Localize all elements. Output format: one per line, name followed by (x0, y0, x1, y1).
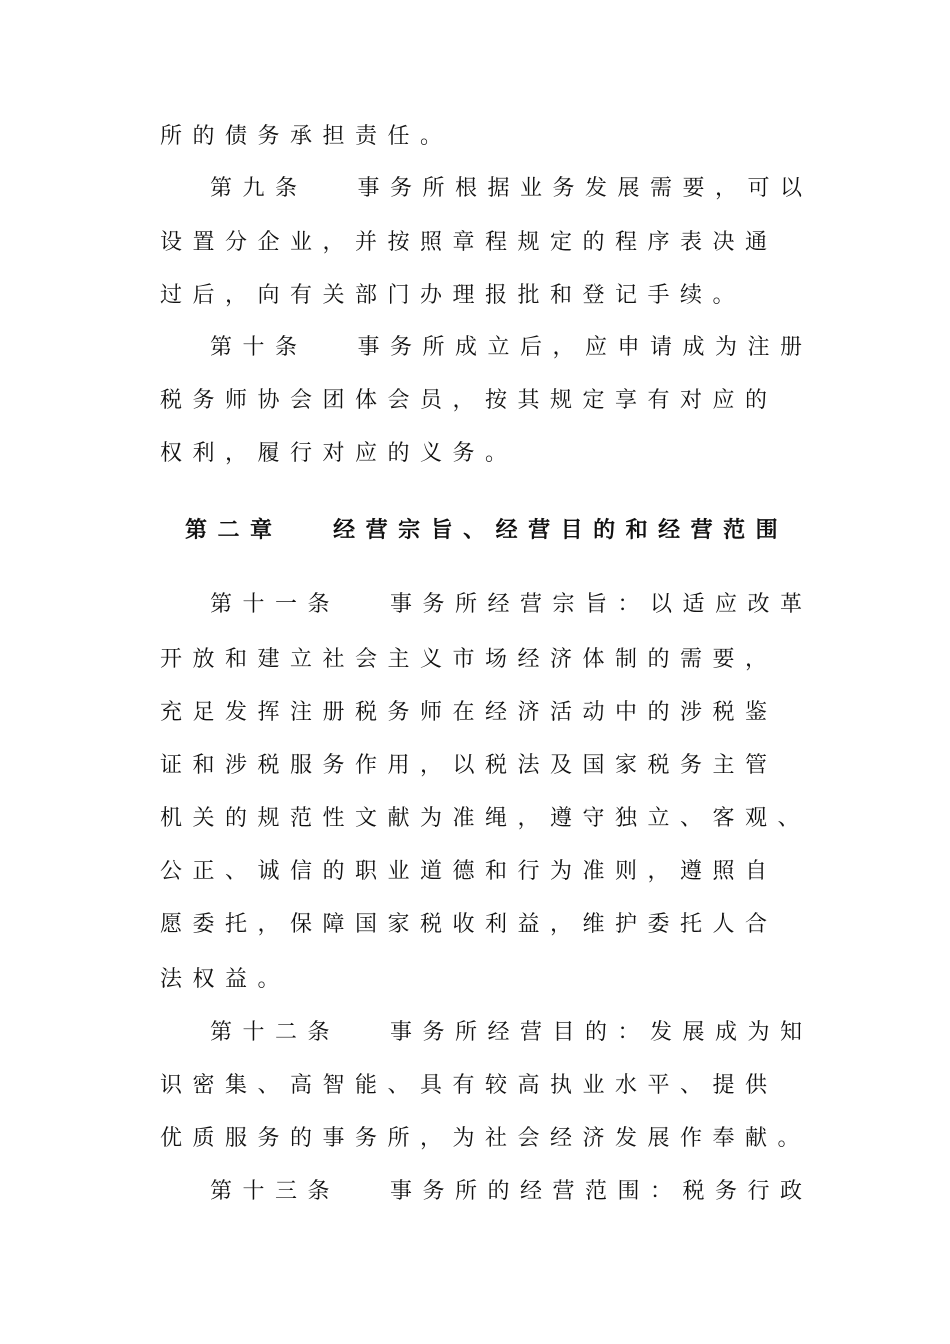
paragraph-line: 权利，履行对应的义务。 (160, 441, 518, 466)
paragraph-line: 法权益。 (160, 967, 291, 992)
paragraph-line: 证和涉税服务作用，以税法及国家税务主管 (160, 753, 778, 778)
paragraph-line: 愿委托，保障国家税收利益，维护委托人合 (160, 912, 778, 937)
article-11-line: 第十一条 事务所经营宗旨：以适应改革 (210, 592, 813, 617)
paragraph-line: 识密集、高智能、具有较高执业水平、提供 (160, 1073, 778, 1098)
paragraph-line: 开放和建立社会主义市场经济体制的需要， (160, 647, 778, 672)
chapter-heading: 第二章 经营宗旨、经营目的和经营范围 (185, 518, 789, 543)
article-12-line: 第十二条 事务所经营目的：发展成为知 (210, 1020, 813, 1045)
paragraph-line: 过后，向有关部门办理报批和登记手续。 (160, 283, 746, 308)
article-10-line: 第十条 事务所成立后，应申请成为注册 (210, 335, 813, 360)
paragraph-line: 公正、诚信的职业道德和行为准则，遵照自 (160, 859, 778, 884)
article-13-line: 第十三条 事务所的经营范围：税务行政 (210, 1179, 813, 1204)
paragraph-line: 所的债务承担责任。 (160, 124, 453, 149)
paragraph-line: 充足发挥注册税务师在经济活动中的涉税鉴 (160, 700, 778, 725)
paragraph-line: 优质服务的事务所，为社会经济发展作奉献。 (160, 1126, 811, 1151)
paragraph-line: 机关的规范性文献为准绳，遵守独立、客观、 (160, 806, 811, 831)
paragraph-line: 税务师协会团体会员，按其规定享有对应的 (160, 388, 778, 413)
paragraph-line: 设置分企业，并按照章程规定的程序表决通 (160, 230, 778, 255)
article-9-line: 第九条 事务所根据业务发展需要，可以 (210, 176, 813, 201)
